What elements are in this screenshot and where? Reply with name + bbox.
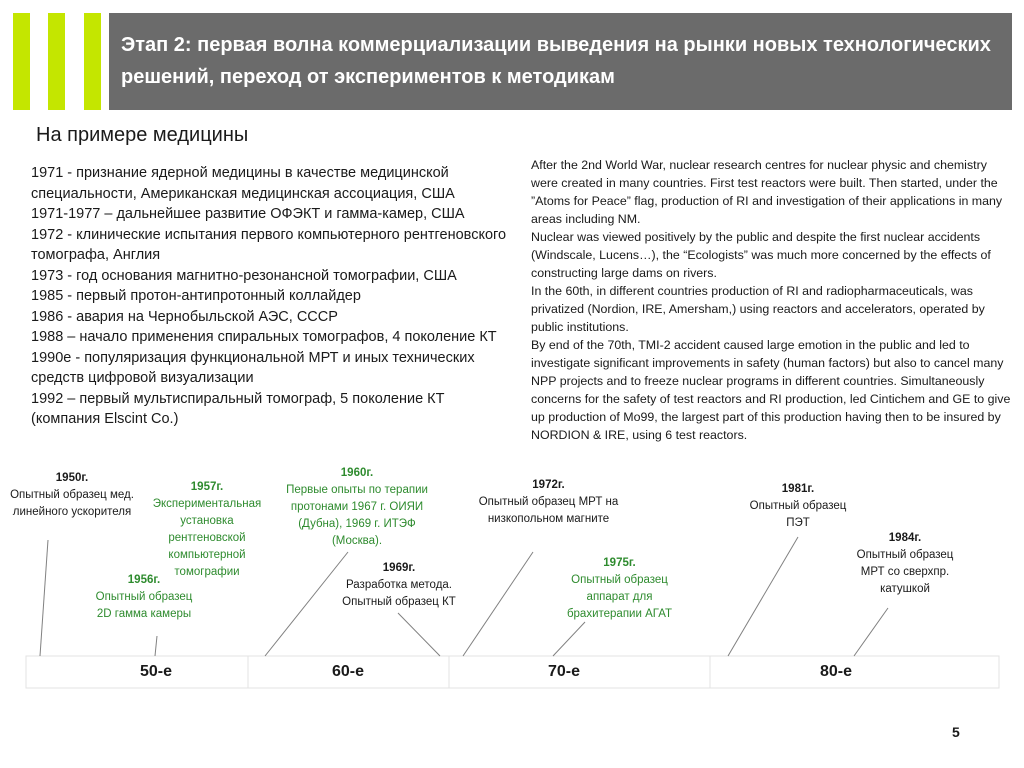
decade-label-50s: 50-е — [139, 663, 173, 680]
history-en-paragraph: Nuclear was viewed positively by the public and despite the first nuclear accidents (Windscale, Lucens…), the “Ecologists” was much more concerned by the effects of constructing large dams on rivers. — [531, 230, 991, 280]
decade-label-60s: 60-е — [331, 663, 365, 680]
history-ru-item: 1973 - год основания магнитно-резонансной томографии, США — [31, 267, 457, 284]
timeline-event-1981 — [738, 481, 858, 532]
history-ru-item: 1971 - признание ядерной медицины в качестве медицинской специальности, Американская медицинская ассоциация, США — [31, 165, 455, 202]
event-year: 1960г. — [340, 467, 374, 479]
event-year: 1969г. — [382, 562, 416, 574]
timeline-event-1984 — [844, 530, 966, 598]
event-text: Опытный образец МРТ со сверхпр. катушкой — [856, 549, 954, 595]
pointer-line-1956 — [155, 636, 157, 656]
event-text: Опытный образец ПЭТ — [749, 500, 847, 529]
history-en-paragraph: After the 2nd World War, nuclear research centres for nuclear physic and chemistry were created in many countries. First test reactors were built. Then started, under the ”Atoms for Peace” flag, production of RI and investigation of their applications in many areas including NM. — [531, 158, 1003, 226]
event-text: Опытный образец мед. линейного ускорителя — [10, 489, 134, 518]
pointer-line-1972 — [463, 552, 533, 656]
timeline-event-1956 — [94, 572, 194, 623]
history-ru-item: 1992 – первый мультиспиральный томограф, 5 поколение КТ (компания Elscint Co.) — [31, 390, 445, 427]
page-number: 5 — [952, 724, 960, 740]
event-year: 1972г. — [532, 479, 565, 491]
decade-label-70s: 70-е — [547, 663, 581, 680]
pointer-line-1984 — [854, 608, 888, 656]
decade-label-80s: 80-е — [819, 663, 853, 680]
event-year: 1956г. — [127, 574, 161, 586]
slide-subtitle: На примере медицины — [36, 124, 249, 146]
event-text: Разработка метода. Опытный образец КТ — [342, 579, 456, 608]
timeline-event-1972 — [476, 477, 621, 528]
event-text: Первые опыты по терапии протонами 1967 г. ОИЯИ (Дубна), 1969 г. ИТЭФ (Москва). — [286, 484, 428, 547]
event-text: Опытный образец МРТ на низкопольном магните — [478, 496, 619, 525]
event-year: 1984г. — [888, 532, 922, 544]
event-text: Экспериментальная установка рентгеновской компьютерной томографии — [152, 498, 262, 578]
timeline-event-1950 — [10, 470, 134, 521]
history-ru-item: 1986 - авария на Чернобыльской АЭС, СССР — [31, 308, 338, 325]
timeline-event-1969 — [330, 560, 468, 611]
timeline-event-1960 — [273, 465, 441, 550]
event-year: 1950г. — [55, 472, 89, 484]
timeline-event-1957 — [142, 479, 272, 581]
event-year: 1981г. — [781, 483, 815, 495]
timeline-event-1975 — [557, 555, 682, 623]
history-en-paragraph: In the 60th, in different countries production of RI and radiopharmaceuticals, was privatized (Nordion, IRE, Amersham,) using reactors and accelerators, operated by public institutions. — [531, 284, 985, 334]
pointer-line-1975 — [553, 622, 585, 656]
history-ru-item: 1971-1977 – дальнейшее развитие ОФЭКТ и гамма-камер, США — [31, 206, 465, 222]
history-ru-item: 1972 - клинические испытания первого компьютерного рентгеновского томографа, Англия — [31, 226, 507, 263]
history-ru-item: 1988 – начало применения спиральных томографов, 4 поколение КТ — [31, 329, 497, 345]
pointer-line-1969 — [398, 613, 440, 656]
pointer-line-1981 — [728, 537, 798, 656]
history-ru-item: 1990е - популяризация функциональной МРТ и иных технических средств цифровой визуализации — [31, 349, 475, 386]
slide-title: Этап 2: первая волна коммерциализации выведения на рынки новых технологических решений, переход от экспериментов к методикам — [121, 34, 991, 88]
event-text: Опытный образец 2D гамма камеры — [95, 591, 193, 620]
event-text: Опытный образец аппарат для брахитерапии АГАТ — [566, 574, 673, 620]
history-en-paragraph: By end of the 70th, TMI-2 accident caused large emotion in the public and led to investigate significant improvements in safety (human factors) but also to cancel many NPP projects and to freeze nuclear programs in different countries. Simultaneously concerns for the safety of test reactors and RI production, led Cintichem and GE to give up production of Mo99, the largest part of this production having then to be insured by NORDION & IRE, using 6 test reactors. — [531, 338, 1011, 442]
event-year: 1957г. — [190, 481, 224, 493]
event-year: 1975г. — [603, 557, 636, 569]
history-ru-item: 1985 - первый протон-антипротонный коллайдер — [31, 288, 361, 304]
pointer-line-1950 — [40, 540, 48, 656]
